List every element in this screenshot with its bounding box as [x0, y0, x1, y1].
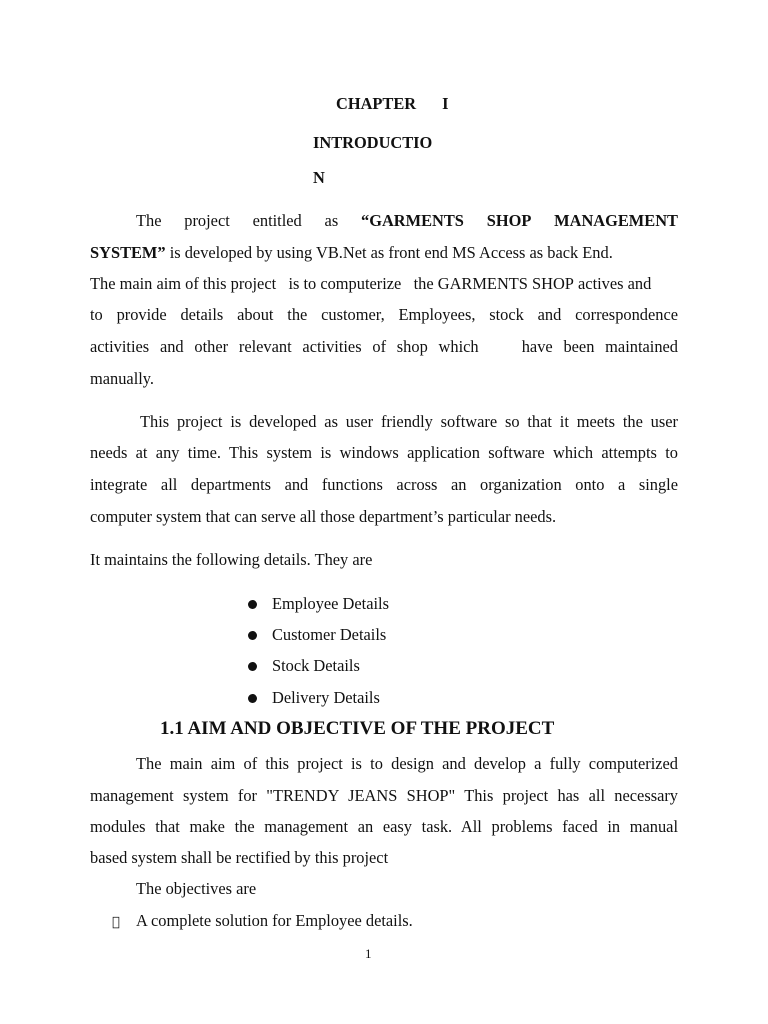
objectives-label: The objectives are: [136, 879, 257, 898]
word: project: [184, 211, 230, 230]
chapter-number: I: [442, 94, 449, 113]
title-line-1: INTRODUCTIO: [313, 133, 433, 152]
objective-item: [112, 911, 413, 931]
title-line-2: N: [313, 168, 325, 187]
list-item-label: Customer Details: [272, 625, 387, 644]
page-number: 1: [365, 946, 372, 961]
word: MANAGEMENT: [554, 211, 678, 230]
para1-line1: [136, 211, 678, 231]
para1-line2-rest: is developed by using VB.Net as front end MS Access as back End.: [165, 243, 613, 262]
word: entitled: [252, 211, 302, 230]
list-item-label: Delivery Details: [272, 688, 380, 707]
para2-line2: needs at any time. This system is windows application software which attempts to: [90, 443, 678, 462]
para1-line2: [90, 243, 678, 263]
objective-marker-icon: [112, 915, 136, 930]
objective-text: A complete solution for Employee details.: [136, 911, 413, 930]
list-item-label: Employee Details: [272, 594, 389, 613]
list-item: [248, 594, 389, 614]
para2-line4: computer system that can serve all those department’s particular needs.: [90, 507, 557, 526]
para2-line3: integrate all departments and functions across an organization onto a single: [90, 475, 678, 494]
bullet-icon: [248, 662, 257, 671]
text: actives and: [573, 274, 652, 293]
word: SHOP: [486, 211, 532, 230]
para1-line4: to provide details about the customer, Employees, stock and correspondence: [90, 305, 678, 324]
para1-line6: manually.: [90, 369, 155, 388]
list-item: [248, 688, 380, 708]
bullet-icon: [248, 600, 257, 609]
chapter-heading: [336, 94, 449, 114]
list-item: [248, 656, 360, 676]
section-line1: The main aim of this project is to design and develop a fully computerized: [136, 754, 678, 773]
bullet-icon: [248, 631, 257, 640]
text: The main aim of this project is to computerize the: [90, 274, 438, 293]
list-item-label: Stock Details: [272, 656, 360, 675]
para1-line5: activities and other relevant activities of shop which have been maintained: [90, 337, 678, 356]
list-item: [248, 625, 386, 645]
garments-shop-text: GARMENTS SHOP: [437, 274, 574, 293]
para2-line1: This project is developed as user friendly software so that it meets the user: [140, 412, 678, 431]
section-line3: modules that make the management an easy task. All problems faced in manual: [90, 817, 678, 836]
system-bold: SYSTEM”: [90, 243, 166, 262]
section-line4: based system shall be rectified by this project: [90, 848, 389, 867]
para1-line3: [90, 274, 678, 294]
section-line2: management system for "TRENDY JEANS SHOP" This project has all necessary: [90, 786, 678, 805]
word: The: [136, 211, 162, 230]
word: as: [324, 211, 339, 230]
details-intro: It maintains the following details. They are: [90, 550, 373, 569]
chapter-label: CHAPTER: [336, 94, 417, 113]
bullet-icon: [248, 694, 257, 703]
word: “GARMENTS: [361, 211, 464, 230]
section-heading: 1.1 AIM AND OBJECTIVE OF THE PROJECT: [160, 718, 555, 739]
